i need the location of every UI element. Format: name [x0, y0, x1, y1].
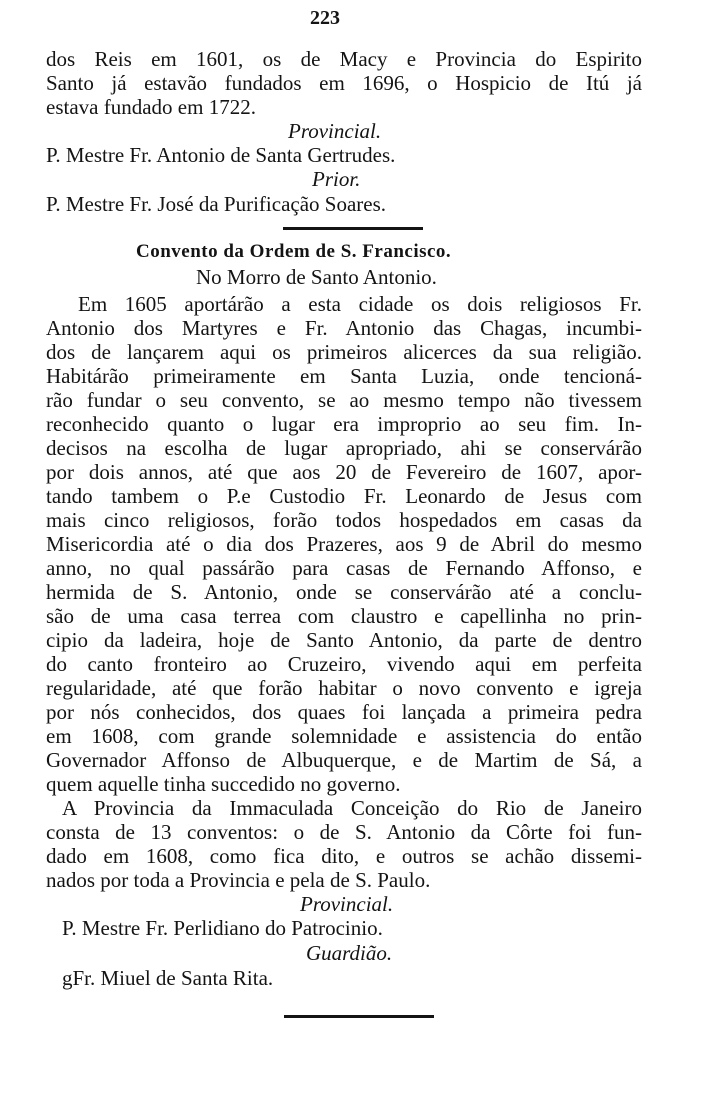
- paragraph-line: reconhecido quanto o lugar era improprio ao seu fim. In-: [46, 412, 642, 436]
- paragraph-line: hermida de S. Antonio, onde se conservárão até a conclu-: [46, 580, 642, 604]
- intro-line: estava fundado em 1722.: [46, 95, 256, 119]
- provincial-name: P. Mestre Fr. Antonio de Santa Gertrudes.: [46, 143, 396, 167]
- paragraph-line: do canto fronteiro ao Cruzeiro, vivendo aqui em perfeita: [46, 652, 642, 676]
- paragraph-line: dado em 1608, como fica dito, e outros se achão dissemi-: [46, 844, 642, 868]
- heading-provincial: Provincial.: [300, 892, 394, 916]
- paragraph-line: nados por toda a Provincia e pela de S. Paulo.: [46, 868, 431, 892]
- paragraph-line: Habitárão primeiramente em Santa Luzia, onde tencioná-: [46, 364, 642, 388]
- paragraph-line: Antonio dos Martyres e Fr. Antonio das Chagas, incumbi-: [46, 316, 642, 340]
- paragraph-line: são de uma casa terrea com claustro e capellinha no prin-: [46, 604, 642, 628]
- paragraph-line: tando tambem o P.e Custodio Fr. Leonardo de Jesus com: [46, 484, 642, 508]
- intro-line: dos Reis em 1601, os de Macy e Provincia do Espirito: [46, 47, 642, 71]
- paragraph-line: decisos na escolha de lugar apropriado, ahi se conservárão: [46, 436, 642, 460]
- section-divider: [283, 227, 423, 230]
- heading-guardiao: Guardião.: [306, 941, 393, 965]
- paragraph-line: regularidade, até que forão habitar o novo convento e igreja: [46, 676, 642, 700]
- section-subtitle: No Morro de Santo Antonio.: [196, 265, 437, 289]
- paragraph-line: Em 1605 aportárão a esta cidade os dois religiosos Fr.: [78, 292, 642, 316]
- paragraph-line: por dois annos, até que aos 20 de Fevereiro de 1607, apor-: [46, 460, 642, 484]
- section-title: Convento da Ordem de S. Francisco.: [136, 241, 452, 262]
- heading-prior: Prior.: [312, 167, 361, 191]
- provincial-name: P. Mestre Fr. Perlidiano do Patrocinio.: [62, 916, 383, 940]
- heading-provincial: Provincial.: [288, 119, 382, 143]
- paragraph-line: cipio da ladeira, hoje de Santo Antonio, da parte de dentro: [46, 628, 642, 652]
- paragraph-line: Governador Affonso de Albuquerque, e de Martim de Sá, a: [46, 748, 642, 772]
- paragraph-line: Misericordia até o dia dos Prazeres, aos 9 de Abril do mesmo: [46, 532, 642, 556]
- guardiao-name: gFr. Miuel de Santa Rita.: [62, 966, 274, 990]
- paragraph-line: rão fundar o seu convento, se ao mesmo tempo não tivessem: [46, 388, 642, 412]
- paragraph-line: quem aquelle tinha succedido no governo.: [46, 772, 401, 796]
- paragraph-line: por nós conhecidos, dos quaes foi lançada a primeira pedra: [46, 700, 642, 724]
- paragraph-line: em 1608, com grande solemnidade e assistencia do então: [46, 724, 642, 748]
- intro-line: Santo já estavão fundados em 1696, o Hospicio de Itú já: [46, 71, 642, 95]
- paragraph-line: A Provincia da Immaculada Conceição do Rio de Janeiro: [62, 796, 642, 820]
- paragraph-line: dos de lançarem aqui os primeiros alicerces da sua religião.: [46, 340, 642, 364]
- prior-name: P. Mestre Fr. José da Purificação Soares.: [46, 192, 387, 216]
- page-number: 223: [310, 7, 340, 29]
- paragraph-line: anno, no qual passárão para casas de Fernando Affonso, e: [46, 556, 642, 580]
- end-divider: [284, 1015, 434, 1018]
- paragraph-line: consta de 13 conventos: o de S. Antonio da Côrte foi fun-: [46, 820, 642, 844]
- paragraph-line: mais cinco religiosos, forão todos hospedados em casas da: [46, 508, 642, 532]
